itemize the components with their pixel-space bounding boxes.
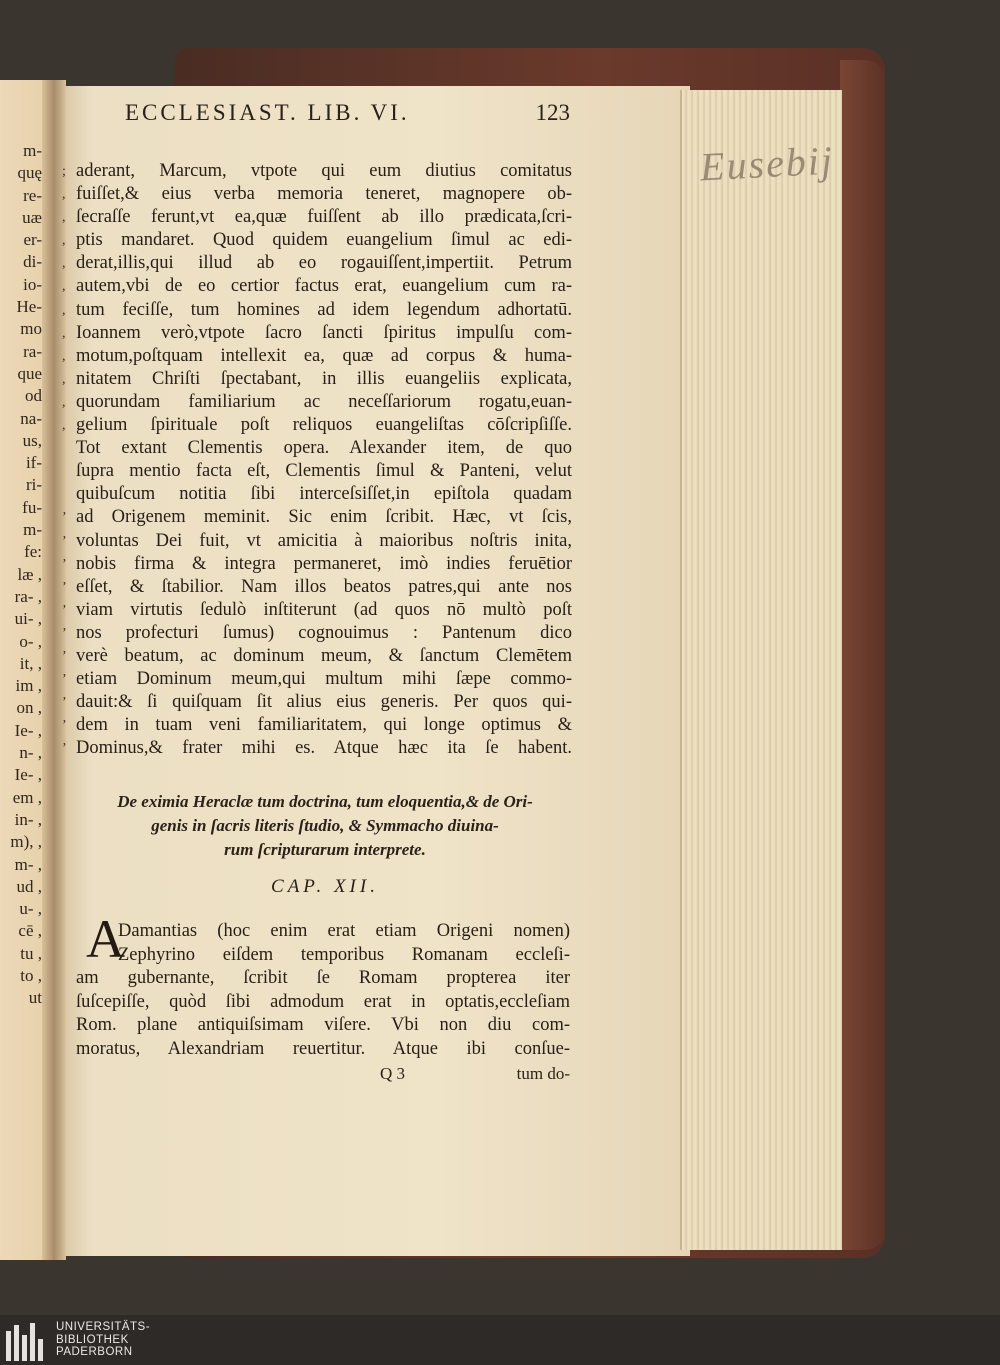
library-logo-text — [56, 1321, 150, 1359]
logo-line: UNIVERSITÄTS- — [56, 1321, 151, 1333]
left-fragment: fu- — [22, 497, 42, 517]
left-fragment: m), , — [10, 832, 42, 852]
quote-marker: ’ — [62, 602, 67, 618]
paragraph-line: Zephyrino eiſdem temporibus Romanam eccleſi- — [118, 944, 570, 965]
line-text: ſecraſſe ferunt,vt ea,quæ fuiſſent ab illo prædicata,ſcri- — [76, 207, 572, 228]
quote-marker: ’ — [62, 741, 67, 757]
paragraph-line: ſuſcepiſſe, quòd ſibi admodum erat in optatis,eccleſiam — [76, 991, 570, 1012]
left-fragment: re- — [23, 185, 42, 205]
quote-marker: , — [62, 418, 66, 434]
line-text: fuiſſet,& eius verba memoria teneret, magnopere ob- — [76, 184, 572, 205]
cover-edge — [840, 60, 885, 1250]
text-line — [62, 691, 572, 714]
left-fragment: Ie- , — [14, 765, 42, 785]
left-fragment: fe: — [24, 542, 42, 562]
text-line — [62, 668, 572, 691]
line-text: viam virtutis ſedulò inſtiterunt (ad quos nō multò poſt — [76, 599, 572, 620]
left-fragment: im , — [15, 676, 42, 696]
left-fragment: us, — [22, 430, 42, 450]
text-line — [62, 322, 572, 345]
library-logo-icon — [6, 1323, 46, 1361]
left-fragment: quę — [17, 163, 42, 183]
quote-marker: , — [62, 256, 66, 272]
text-line — [62, 437, 572, 460]
line-text: dem in tuam veni familiaritatem, qui longe optimus & — [76, 715, 572, 736]
text-line — [62, 714, 572, 737]
left-fragment: ra- , — [14, 586, 42, 606]
running-head — [125, 100, 570, 126]
chapter-label: CAP. XII. — [271, 876, 379, 897]
text-line — [62, 460, 572, 483]
chapter-heading-line: genis in ſacris literis ſtudio, & Symmacho diuina- — [151, 816, 499, 835]
quote-marker: , — [62, 187, 66, 203]
left-page-text — [0, 140, 42, 1010]
quote-marker — [62, 437, 76, 460]
left-fragment: io- — [23, 274, 42, 294]
text-line — [62, 229, 572, 252]
left-fragment: cē , — [18, 921, 42, 941]
line-text: etiam Dominum meum,qui multum mihi ſæpe commo- — [76, 669, 572, 690]
chapter-paragraph — [76, 920, 570, 1061]
quote-marker: ’ — [62, 625, 67, 641]
text-line — [62, 622, 572, 645]
line-text: motum,poſtquam intellexit ea, quæ ad corpus & huma- — [76, 345, 572, 366]
text-line — [62, 645, 572, 668]
text-line — [62, 183, 572, 206]
left-fragment: mo — [20, 319, 42, 339]
text-line — [62, 414, 572, 437]
left-fragment: er- — [23, 230, 42, 250]
logo-line: BIBLIOTHEK — [56, 1333, 129, 1346]
quote-marker: , — [62, 325, 66, 341]
left-fragment: if- — [25, 453, 42, 473]
quote-marker: , — [62, 348, 66, 364]
left-fragment: em , — [12, 787, 42, 807]
footer-bar — [0, 1315, 1000, 1365]
text-line — [62, 553, 572, 576]
line-text: eſſet, & ſtabilior. Nam illos beatos patres,qui ante nos — [76, 576, 572, 597]
line-text: ptis mandaret. Quod quidem euangelium ſimul ac edi- — [76, 230, 572, 251]
line-text: quibuſcum notitia ſibi interceſsiſſet,in epiſtola quadam — [76, 484, 572, 505]
left-fragment: ra- — [23, 341, 42, 361]
paragraph-line: Damantias (hoc enim erat etiam Origeni nomen) — [118, 921, 570, 941]
quote-marker — [62, 483, 76, 506]
quote-marker: , — [62, 233, 66, 249]
signature-mark: Q 3 — [380, 1064, 406, 1083]
left-fragment: Ie- , — [14, 720, 42, 740]
line-text: nitatem Chriſti ſpectabant, in illis euangeliis explicata, — [76, 368, 572, 389]
text-line — [62, 345, 572, 368]
chapter-heading-line: De eximia Heraclæ tum doctrina, tum eloquentia,& de Ori- — [117, 792, 533, 811]
quote-marker: , — [62, 210, 66, 226]
text-line — [62, 737, 572, 760]
text-line — [62, 530, 572, 553]
chapter-heading — [80, 790, 570, 862]
left-fragment: di- — [23, 252, 42, 272]
line-text: gelium ſpirituale poſt reliquos euangeliſtas cōſcripſiſſe. — [76, 415, 572, 436]
line-text: ad Origenem meminit. Sic enim ſcribit. Hæc, vt ſcis, — [76, 507, 572, 528]
logo-line: PADERBORN — [56, 1346, 133, 1358]
line-text: quorundam familiarium ac neceſſariorum rogatu,euan- — [76, 391, 572, 412]
left-fragment: que — [17, 363, 42, 383]
quote-marker: , — [62, 302, 66, 318]
line-text: tum feciſſe, tum homines ad idem legendum adhortatū. — [76, 299, 572, 320]
text-line — [62, 299, 572, 322]
chapter-heading-line: rum ſcripturarum interprete. — [224, 840, 426, 859]
text-line — [62, 368, 572, 391]
catchword: tum do- — [516, 1064, 570, 1083]
left-fragment: na- — [20, 408, 42, 428]
quote-marker: ’ — [62, 648, 67, 664]
line-text: Tot extant Clementis opera. Alexander item, de quo — [76, 438, 572, 459]
quote-marker — [62, 460, 76, 483]
fore-edge-inscription: Eusebij — [698, 137, 836, 190]
drop-cap: A — [86, 909, 125, 969]
paragraph-line: am gubernante, ſcribit ſe Romam propterea iter — [76, 968, 570, 988]
left-fragment: o- , — [19, 631, 42, 651]
text-line — [62, 391, 572, 414]
left-fragment: ui- , — [14, 609, 42, 629]
left-fragment: ri- — [25, 475, 42, 495]
quote-marker: ’ — [62, 556, 67, 572]
left-fragment: it, , — [19, 653, 42, 673]
left-fragment: ut — [28, 988, 42, 1008]
paragraph-line: moratus, Alexandriam reuertitur. Atque ibi conſue- — [76, 1038, 570, 1059]
running-head-title: ECCLESIAST. LIB. VI. — [125, 100, 410, 125]
left-fragment: od — [25, 386, 42, 406]
line-text: voluntas Dei fuit, vt amicitia à maioribus noſtris inita, — [76, 530, 572, 551]
left-fragment: He- — [16, 297, 42, 317]
text-line — [62, 275, 572, 298]
text-line — [62, 576, 572, 599]
quote-marker: ’ — [62, 533, 67, 549]
left-fragment: m- — [23, 141, 42, 160]
quote-marker: , — [62, 371, 66, 387]
text-line — [62, 506, 572, 529]
text-line — [62, 206, 572, 229]
text-line — [62, 599, 572, 622]
body-text — [62, 160, 572, 760]
page-number: 123 — [535, 100, 570, 125]
line-text: Dominus,& frater mihi es. Atque hæc ita ſe habent. — [76, 738, 572, 759]
line-text: verè beatum, ac dominum meum, & ſanctum Clemētem — [76, 645, 572, 666]
left-fragment: in- , — [14, 809, 42, 829]
left-fragment: tu , — [20, 943, 42, 963]
quote-marker: , — [62, 279, 66, 295]
line-text: Ioannem verò,vtpote ſacro ſancti ſpiritus impulſu com- — [76, 322, 572, 343]
paragraph-line: Rom. plane antiquiſsimam viſere. Vbi non diu com- — [76, 1015, 570, 1035]
left-fragment: on , — [16, 698, 42, 718]
quote-marker: ’ — [62, 672, 67, 688]
line-text: aderant, Marcum, vtpote qui eum diutius comitatus — [76, 161, 572, 181]
quote-marker: ’ — [62, 718, 67, 734]
text-line — [62, 483, 572, 506]
quote-marker: , — [62, 394, 66, 410]
left-fragment: u- , — [19, 899, 42, 919]
left-fragment: m- , — [14, 854, 42, 874]
quote-marker: ’ — [62, 695, 67, 711]
text-line — [62, 160, 572, 183]
left-fragment: læ , — [17, 564, 42, 584]
line-text: nos profecturi ſumus) cognouimus : Pantenum dico — [76, 622, 572, 643]
quote-marker: ; — [62, 164, 66, 179]
quote-marker: ’ — [62, 579, 67, 595]
left-fragment: n- , — [19, 743, 42, 763]
line-text: derat,illis,qui illud ab eo rogauiſſent,impertiit. Petrum — [76, 253, 572, 274]
line-text: nobis firma & integra permaneret, imò indies feruētior — [76, 553, 572, 574]
quote-marker: ’ — [62, 510, 67, 526]
fore-edge — [680, 90, 842, 1250]
line-text: autem,vbi de eo certior factus erat, euangelium cum ra- — [76, 276, 572, 297]
left-fragment: uæ — [22, 207, 42, 227]
line-text: ſupra mentio facta eſt, Clementis ſimul & Panteni, velut — [76, 461, 572, 482]
text-line — [62, 252, 572, 275]
left-fragment: m- — [23, 520, 42, 540]
left-fragment: ud , — [16, 876, 42, 896]
left-fragment: to , — [20, 965, 42, 985]
line-text: dauit:& ſi quiſquam ſit alius eius generis. Per quos qui- — [76, 692, 572, 713]
